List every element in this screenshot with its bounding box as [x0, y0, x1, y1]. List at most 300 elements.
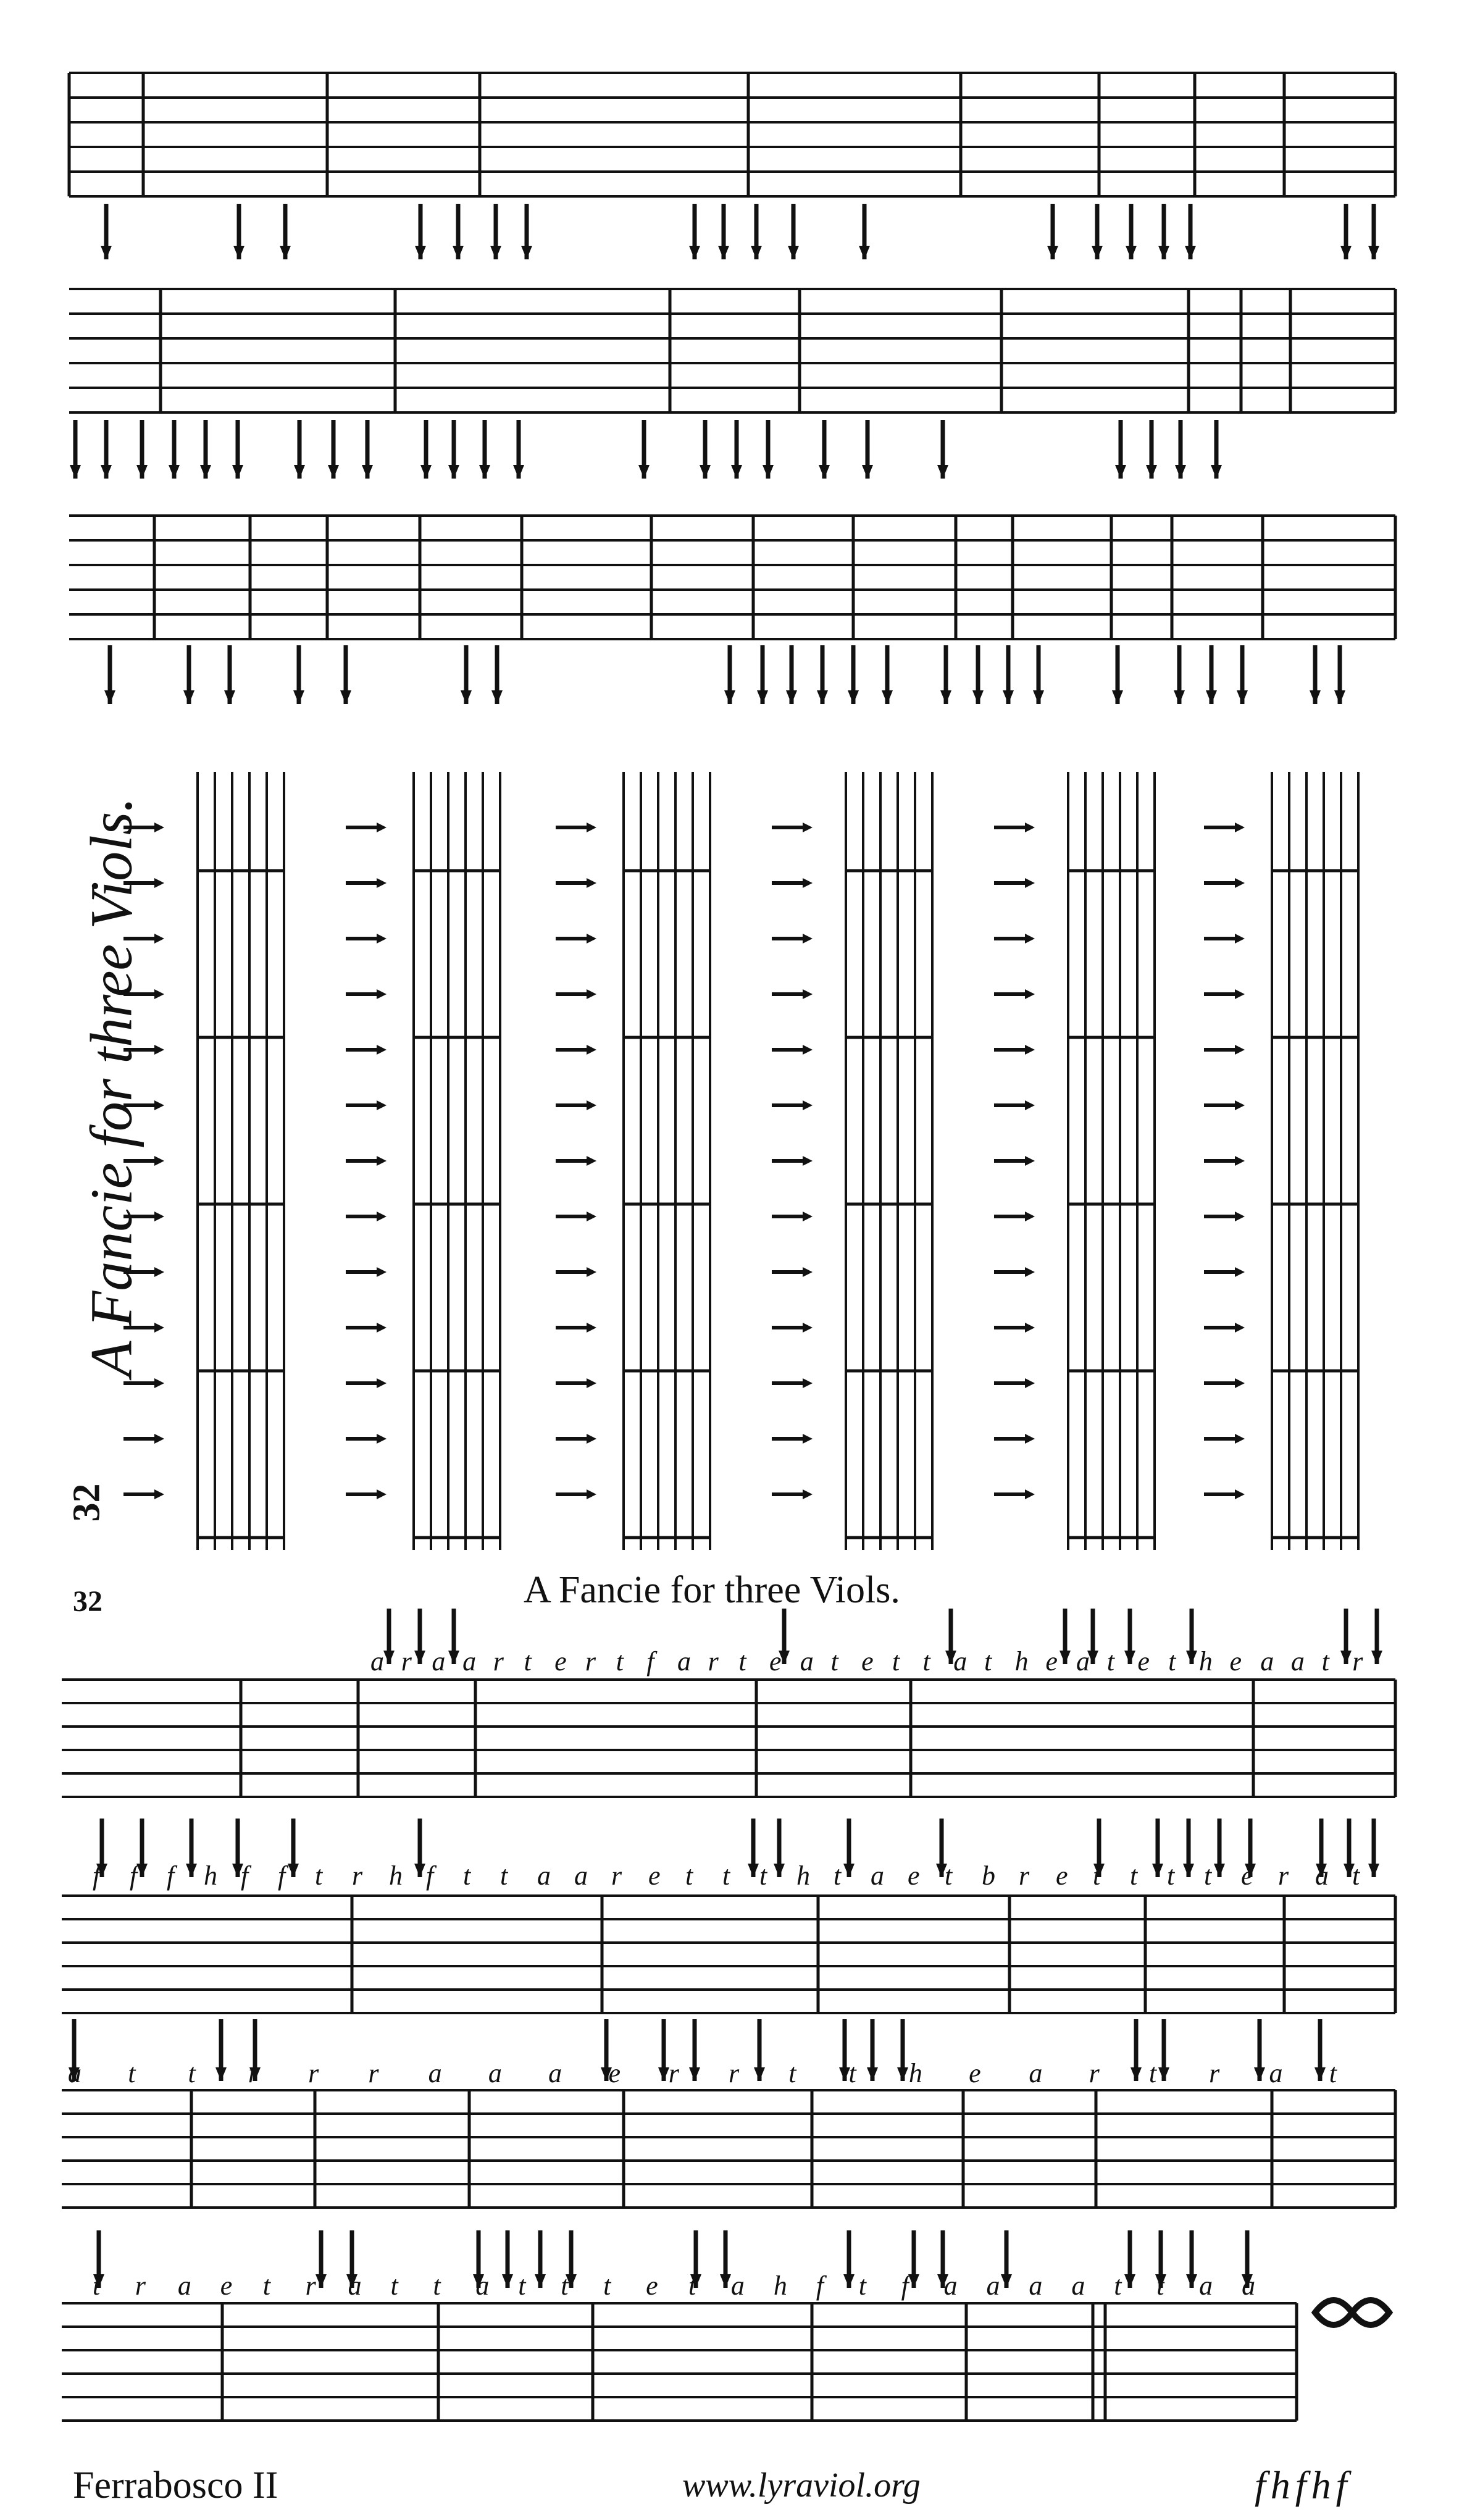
rotated-rhythm-head	[1235, 1156, 1245, 1166]
rotated-rhythm-head	[803, 1378, 813, 1388]
rotated-rhythm-head	[803, 1045, 813, 1055]
rhythm-head	[700, 465, 711, 479]
rotated-rhythm-head	[1025, 1100, 1035, 1110]
tab-letter: t	[1130, 1861, 1138, 1891]
tab-letter: b	[982, 1861, 995, 1891]
tab-letter: t	[390, 2271, 398, 2301]
tab-letter: a	[986, 2271, 1000, 2301]
rotated-rhythm-head	[154, 878, 164, 888]
rotated-rhythm-head	[587, 878, 596, 888]
rotated-rhythm-head	[154, 1489, 164, 1499]
rotated-rhythm-head	[377, 1212, 387, 1221]
rhythm-head	[1060, 1651, 1071, 1664]
rhythm-head	[638, 465, 650, 479]
rotated-rhythm-head	[587, 1378, 596, 1388]
rhythm-head	[1340, 246, 1352, 259]
rotated-piece-title: A Fancie for three Viols.	[78, 797, 144, 1378]
rotated-rhythm-head	[377, 989, 387, 999]
rhythm-head	[1310, 690, 1321, 704]
tab-letter: e	[648, 1861, 661, 1891]
tab-letter: a	[177, 2271, 191, 2301]
rhythm-head	[340, 690, 351, 704]
rotated-rhythm-head	[587, 1100, 596, 1110]
tab-letter: r	[305, 2271, 316, 2301]
rotated-rhythm-head	[154, 1156, 164, 1166]
rhythm-head	[1368, 246, 1379, 259]
tab-letter: r	[708, 1646, 719, 1677]
tab-letter: f	[426, 1861, 434, 1891]
rhythm-head	[1158, 2067, 1169, 2081]
rhythm-head	[1126, 246, 1137, 259]
rhythm-head	[763, 465, 774, 479]
tab-letter: f	[646, 1646, 654, 1677]
rotated-rhythm-head	[154, 1045, 164, 1055]
rhythm-head	[1033, 690, 1044, 704]
rhythm-head	[490, 246, 501, 259]
rhythm-head	[1237, 690, 1248, 704]
tab-letter: r	[585, 1646, 596, 1677]
rhythm-head	[535, 2274, 546, 2288]
tab-letter: t	[93, 2271, 101, 2301]
tab-letter: a	[537, 1861, 551, 1891]
tab-letter: a	[1071, 2271, 1085, 2301]
tab-letter: t	[561, 2271, 569, 2301]
tab-letter: h	[908, 2058, 922, 2088]
tab-letter: a	[370, 1646, 384, 1677]
rhythm-head	[908, 2274, 919, 2288]
tab-letter: e	[1045, 1646, 1058, 1677]
tab-letter: h	[1014, 1646, 1029, 1677]
tab-letter: t	[128, 2058, 136, 2088]
composer-name: Ferrabosco II	[73, 2464, 278, 2506]
rhythm-head	[1368, 1864, 1379, 1877]
rotated-rhythm-head	[1235, 1100, 1245, 1110]
tab-letter: t	[892, 1646, 900, 1677]
rotated-rhythm-head	[1235, 1212, 1245, 1221]
tab-letter: a	[1242, 2271, 1256, 2301]
rotated-rhythm-head	[587, 1434, 596, 1444]
rhythm-head	[448, 1651, 459, 1664]
rotated-rhythm-head	[587, 1212, 596, 1221]
rotated-rhythm-head	[377, 1267, 387, 1277]
rhythm-head	[1371, 1651, 1382, 1664]
tab-letter: t	[616, 1646, 624, 1677]
tab-letter: a	[730, 2271, 745, 2301]
rhythm-head	[1340, 1651, 1352, 1664]
rhythm-head	[848, 690, 859, 704]
tab-letter: t	[1329, 2058, 1337, 2088]
tab-letter: f	[816, 2271, 824, 2301]
tab-letter: e	[608, 2058, 621, 2088]
rotated-rhythm-head	[154, 1100, 164, 1110]
tab-letter: a	[68, 2058, 82, 2088]
tab-letter: f	[278, 1861, 286, 1891]
tab-letter: a	[1029, 2058, 1043, 2088]
rhythm-head	[1206, 690, 1217, 704]
rotated-rhythm-head	[803, 823, 813, 832]
rotated-rhythm-head	[1025, 934, 1035, 944]
rhythm-head	[453, 246, 464, 259]
tab-letter: t	[315, 1861, 323, 1891]
tab-letter: r	[1089, 2058, 1100, 2088]
tab-letter: a	[953, 1646, 968, 1677]
rhythm-head	[757, 690, 768, 704]
rhythm-head	[136, 1864, 148, 1877]
tab-letter: t	[830, 1646, 838, 1677]
rhythm-head	[689, 246, 700, 259]
rhythm-head	[200, 465, 211, 479]
rhythm-head	[328, 465, 339, 479]
rotated-rhythm-head	[1025, 989, 1035, 999]
rhythm-head	[937, 465, 948, 479]
rotated-rhythm-head	[377, 878, 387, 888]
tab-letter: r	[493, 1646, 504, 1677]
rotated-rhythm-head	[803, 1489, 813, 1499]
tab-letter: t	[188, 2058, 196, 2088]
rotated-rhythm-head	[587, 934, 596, 944]
tab-letter: f	[167, 1861, 175, 1891]
rhythm-head	[479, 465, 490, 479]
tab-letter: e	[1137, 1646, 1150, 1677]
tab-letter: t	[685, 1861, 693, 1891]
tab-letter: e	[861, 1646, 874, 1677]
rotated-rhythm-head	[377, 1323, 387, 1333]
rotated-rhythm-head	[1235, 989, 1245, 999]
rotated-rhythm-head	[587, 1267, 596, 1277]
tab-letter: t	[262, 2271, 270, 2301]
end-flourish	[1315, 2300, 1389, 2325]
rhythm-head	[1092, 246, 1103, 259]
rhythm-head	[383, 1651, 395, 1664]
rhythm-head	[1131, 2067, 1142, 2081]
tab-letter: e	[1056, 1861, 1068, 1891]
rhythm-head	[288, 1864, 299, 1877]
rotated-rhythm-head	[377, 1100, 387, 1110]
rotated-rhythm-head	[377, 1045, 387, 1055]
rotated-rhythm-head	[1235, 1323, 1245, 1333]
tab-letter: a	[1260, 1646, 1274, 1677]
tab-letter: a	[800, 1646, 814, 1677]
rhythm-head	[415, 246, 426, 259]
rhythm-head	[101, 465, 112, 479]
tab-letter: e	[908, 1861, 920, 1891]
rhythm-head	[215, 2067, 227, 2081]
rotated-rhythm-head	[154, 989, 164, 999]
rotated-rhythm-head	[1235, 1434, 1245, 1444]
rhythm-head	[867, 2067, 878, 2081]
tab-letter: r	[1278, 1861, 1289, 1891]
rhythm-head	[843, 2274, 855, 2288]
tab-letter: a	[432, 1646, 446, 1677]
rotated-rhythm-head	[377, 934, 387, 944]
tab-letter: r	[368, 2058, 379, 2088]
rotated-rhythm-head	[1235, 1378, 1245, 1388]
rhythm-head	[720, 2274, 731, 2288]
rotated-rhythm-head	[803, 1100, 813, 1110]
rhythm-head	[748, 1864, 759, 1877]
rhythm-head	[513, 465, 524, 479]
rotated-rhythm-head	[154, 1434, 164, 1444]
rhythm-head	[1003, 690, 1014, 704]
rhythm-head	[1124, 1651, 1135, 1664]
tab-letter: t	[524, 1646, 532, 1677]
tab-letter: t	[1167, 1861, 1175, 1891]
rhythm-head	[862, 465, 873, 479]
tab-letter: a	[475, 2271, 490, 2301]
rotated-rhythm-head	[1025, 823, 1035, 832]
rotated-rhythm-head	[587, 1156, 596, 1166]
rhythm-head	[521, 246, 532, 259]
rhythm-head	[1174, 690, 1185, 704]
rotated-rhythm-head	[587, 989, 596, 999]
rotated-rhythm-head	[377, 1378, 387, 1388]
rhythm-head	[461, 690, 472, 704]
rhythm-head	[731, 465, 742, 479]
tab-letter: e	[646, 2271, 658, 2301]
tab-letter: e	[220, 2271, 233, 2301]
tab-letter: t	[1321, 1646, 1329, 1677]
rhythm-head	[502, 2274, 513, 2288]
tab-letter: f	[130, 1861, 138, 1891]
piece-title: A Fancie for three Viols.	[524, 1569, 900, 1611]
rhythm-head	[420, 465, 432, 479]
tab-letter: h	[1198, 1646, 1213, 1677]
tab-letter: t	[848, 2058, 856, 2088]
rotated-rhythm-head	[803, 878, 813, 888]
rhythm-head	[316, 2274, 327, 2288]
rotated-rhythm-head	[1025, 1434, 1035, 1444]
rhythm-head	[786, 690, 797, 704]
rotated-rhythm-head	[1025, 1045, 1035, 1055]
tab-letter: a	[428, 2058, 442, 2088]
rotated-rhythm-head	[587, 823, 596, 832]
rhythm-head	[817, 690, 828, 704]
rhythm-head	[972, 690, 984, 704]
rhythm-head	[1047, 246, 1058, 259]
tab-letter: h	[389, 1861, 403, 1891]
tab-letter: a	[488, 2058, 502, 2088]
rotated-rhythm-head	[377, 1156, 387, 1166]
rhythm-head	[1185, 246, 1196, 259]
tab-letter: t	[738, 1646, 746, 1677]
rhythm-head	[1115, 465, 1126, 479]
tab-letter: a	[548, 2058, 562, 2088]
rhythm-head	[754, 2067, 765, 2081]
rhythm-head	[1211, 465, 1222, 479]
rotated-rhythm-head	[154, 1267, 164, 1277]
tab-letter: r	[611, 1861, 622, 1891]
rotated-rhythm-head	[1235, 934, 1245, 944]
rhythm-head	[414, 1864, 425, 1877]
tab-letter: t	[500, 1861, 508, 1891]
rotated-rhythm-head	[154, 823, 164, 832]
rhythm-head	[293, 690, 304, 704]
rhythm-head	[1175, 465, 1186, 479]
rhythm-head	[843, 1864, 855, 1877]
tab-letter: t	[433, 2271, 441, 2301]
tab-letter: t	[1156, 2271, 1164, 2301]
rotated-rhythm-head	[1235, 1267, 1245, 1277]
rhythm-head	[491, 690, 503, 704]
rotated-rhythm-head	[587, 1489, 596, 1499]
rotated-rhythm-head	[803, 989, 813, 999]
rhythm-head	[104, 690, 115, 704]
tab-letter: f	[241, 1861, 249, 1891]
tab-letter: t	[1204, 1861, 1212, 1891]
rotated-rhythm-head	[803, 1267, 813, 1277]
tab-letter: r	[729, 2058, 740, 2088]
tab-letter: t	[984, 1646, 992, 1677]
tab-letter: h	[796, 1861, 810, 1891]
tab-letter: f	[93, 1861, 101, 1891]
website-url: www.lyraviol.org	[682, 2466, 921, 2505]
tab-letter: r	[401, 1646, 412, 1677]
tab-letter: t	[1106, 1646, 1114, 1677]
tab-letter: t	[463, 1861, 471, 1891]
tab-letter: a	[1199, 2271, 1213, 2301]
rhythm-head	[1001, 2274, 1012, 2288]
rhythm-head	[882, 690, 893, 704]
rhythm-head	[1314, 2067, 1326, 2081]
rotated-rhythm-head	[154, 1212, 164, 1221]
rotated-page-number: 32	[65, 1483, 108, 1522]
tab-letter: a	[1290, 1646, 1305, 1677]
rhythm-head	[414, 1651, 425, 1664]
tab-letter: a	[1269, 2058, 1283, 2088]
tab-letter: a	[348, 2271, 362, 2301]
page-number: 32	[73, 1585, 102, 1618]
tab-letter: t	[945, 1861, 953, 1891]
rotated-rhythm-head	[803, 1212, 813, 1221]
rhythm-head	[1158, 246, 1169, 259]
rotated-rhythm-head	[377, 823, 387, 832]
rotated-rhythm-head	[1025, 1489, 1035, 1499]
rhythm-head	[1334, 690, 1345, 704]
tab-letter: a	[574, 1861, 588, 1891]
tab-letter: t	[518, 2271, 526, 2301]
rotated-rhythm-head	[377, 1489, 387, 1499]
rotated-rhythm-head	[377, 1434, 387, 1444]
tab-letter: e	[554, 1646, 567, 1677]
rotated-rhythm-head	[587, 1323, 596, 1333]
tab-letter: t	[759, 1861, 767, 1891]
tab-letter: a	[871, 1861, 884, 1891]
tab-letter: r	[248, 2058, 259, 2088]
tab-letter: a	[677, 1646, 691, 1677]
rhythm-head	[1214, 1864, 1225, 1877]
tab-letter: t	[922, 1646, 930, 1677]
rotated-rhythm-head	[154, 1323, 164, 1333]
rotated-rhythm-head	[1235, 878, 1245, 888]
rotated-rhythm-head	[1025, 878, 1035, 888]
tab-letter: r	[308, 2058, 319, 2088]
rhythm-head	[819, 465, 830, 479]
rotated-rhythm-head	[587, 1045, 596, 1055]
tab-letter: t	[1148, 2058, 1157, 2088]
rhythm-head	[859, 246, 870, 259]
rotated-rhythm-head	[1025, 1267, 1035, 1277]
rotated-rhythm-head	[154, 1378, 164, 1388]
rhythm-head	[169, 465, 180, 479]
rhythm-head	[183, 690, 194, 704]
rhythm-head	[658, 2067, 669, 2081]
rhythm-head	[1254, 2067, 1265, 2081]
rhythm-head	[1186, 2274, 1197, 2288]
tab-letter: a	[943, 2271, 958, 2301]
tab-letter: t	[1093, 1861, 1101, 1891]
tab-letter: t	[834, 1861, 842, 1891]
rotated-rhythm-head	[1235, 1489, 1245, 1499]
tab-letter: a	[1076, 1646, 1090, 1677]
tab-letter: t	[1352, 1861, 1360, 1891]
rhythm-head	[224, 690, 235, 704]
tuning-letters: fhfhf	[1255, 2463, 1352, 2507]
rhythm-head	[1112, 690, 1123, 704]
rhythm-head	[689, 2067, 700, 2081]
tab-letter: e	[769, 1646, 782, 1677]
tab-letter: t	[603, 2271, 611, 2301]
tab-letter: a	[1315, 1861, 1329, 1891]
rhythm-head	[448, 465, 459, 479]
rhythm-head	[280, 246, 291, 259]
tab-letter: r	[1352, 1646, 1363, 1677]
rhythm-head	[788, 246, 799, 259]
tab-letter: e	[1229, 1646, 1242, 1677]
rhythm-head	[294, 465, 305, 479]
rhythm-head	[1124, 2274, 1135, 2288]
rhythm-head	[101, 246, 112, 259]
rhythm-head	[136, 465, 148, 479]
rotated-rhythm-head	[803, 1434, 813, 1444]
rotated-rhythm-head	[1025, 1323, 1035, 1333]
tab-letter: h	[773, 2271, 787, 2301]
rotated-rhythm-head	[803, 1156, 813, 1166]
tab-letter: r	[352, 1861, 363, 1891]
rhythm-head	[1146, 465, 1157, 479]
tab-letter: e	[1241, 1861, 1253, 1891]
tab-letter: a	[1029, 2271, 1043, 2301]
tab-letter: h	[204, 1861, 217, 1891]
rhythm-head	[940, 690, 951, 704]
tab-letter: t	[722, 1861, 730, 1891]
tab-letter: e	[969, 2058, 981, 2088]
rhythm-head	[774, 1864, 785, 1877]
tab-letter: t	[1168, 1646, 1176, 1677]
rhythm-head	[751, 246, 762, 259]
rhythm-head	[1183, 1864, 1194, 1877]
rhythm-head	[718, 246, 729, 259]
rhythm-head	[232, 465, 243, 479]
rhythm-head	[362, 465, 373, 479]
rotated-rhythm-head	[1025, 1212, 1035, 1221]
rotated-rhythm-head	[1235, 1045, 1245, 1055]
tab-letter: r	[1209, 2058, 1220, 2088]
rhythm-head	[897, 2067, 908, 2081]
tab-letter: t	[688, 2271, 696, 2301]
rhythm-head	[233, 246, 244, 259]
tab-letter: t	[788, 2058, 796, 2088]
tab-letter: t	[858, 2271, 866, 2301]
rotated-rhythm-head	[803, 1323, 813, 1333]
rotated-rhythm-head	[1235, 823, 1245, 832]
rotated-rhythm-head	[1025, 1156, 1035, 1166]
tab-letter: r	[668, 2058, 679, 2088]
tab-letter: r	[135, 2271, 146, 2301]
rhythm-head	[724, 690, 735, 704]
tab-letter: r	[1019, 1861, 1030, 1891]
tab-letter: f	[901, 2271, 909, 2301]
rhythm-head	[1152, 1864, 1163, 1877]
